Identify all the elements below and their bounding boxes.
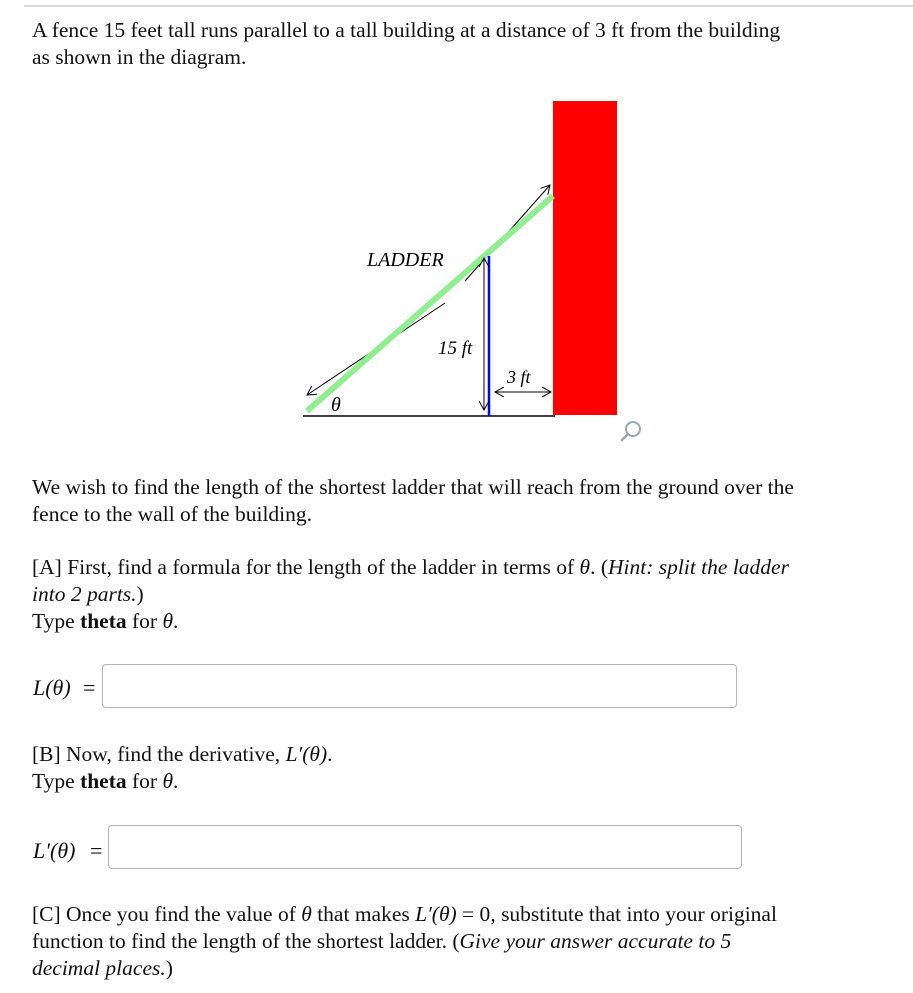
part-b-prefix: [B] Now, find the derivative, bbox=[32, 742, 286, 766]
part-c-mid: that makes bbox=[311, 902, 416, 926]
intro-line-2: as shown in the diagram. bbox=[32, 45, 247, 69]
input-a-label bbox=[33, 675, 96, 701]
ladder-diagram bbox=[295, 98, 665, 448]
part-b-type-mid: for bbox=[126, 769, 163, 793]
wish-line-1: We wish to find the length of the shortest ladder that will reach from the ground over the bbox=[32, 475, 794, 499]
part-a-type-prefix: Type bbox=[32, 609, 81, 633]
angle-label: θ bbox=[331, 394, 341, 416]
input-a-equals: = bbox=[83, 675, 96, 700]
part-a-instructions bbox=[32, 554, 892, 635]
part-c-eq-zero: = 0 bbox=[456, 902, 491, 926]
part-b-instructions bbox=[32, 741, 892, 795]
part-a-hint-rest-2: into 2 parts. bbox=[32, 582, 137, 606]
part-c-line-2-italic: Give your answer accurate to 5 bbox=[459, 929, 732, 953]
part-b-type-theta: θ bbox=[162, 769, 174, 793]
intro-line-1: A fence 15 feet tall runs parallel to a tall building at a distance of 3 ft from the building bbox=[32, 18, 781, 42]
answer-input-b[interactable] bbox=[108, 825, 742, 869]
part-c-theta: θ bbox=[301, 902, 312, 926]
zoom-icon[interactable] bbox=[622, 422, 640, 440]
part-b-type-prefix: Type bbox=[32, 769, 81, 793]
part-c-instructions bbox=[32, 901, 892, 982]
part-a-theta: θ bbox=[579, 555, 591, 579]
part-b-type-bold: theta bbox=[80, 769, 127, 793]
distance-label: 3 ft bbox=[507, 367, 531, 387]
part-a-close: ) bbox=[136, 582, 144, 606]
part-c-prefix: [C] Once you find the value of bbox=[32, 902, 302, 926]
problem-statement bbox=[32, 474, 892, 528]
answer-input-a[interactable] bbox=[102, 664, 737, 708]
building-wall bbox=[553, 101, 617, 415]
part-b-type-end: . bbox=[173, 769, 179, 793]
part-c-line-3-italic: decimal places. bbox=[32, 956, 166, 980]
part-a-type-theta: θ bbox=[162, 609, 174, 633]
part-c-line-2: function to find the length of the shortest ladder. ( bbox=[32, 929, 460, 953]
part-a-prefix: [A] First, find a formula for the length of the ladder in terms of bbox=[32, 555, 580, 579]
part-a-type-end: . bbox=[173, 609, 179, 633]
input-b-function: L′(θ) bbox=[33, 838, 76, 863]
input-b-label bbox=[33, 838, 103, 864]
part-a-period: . ( bbox=[590, 555, 608, 579]
wish-line-2: fence to the wall of the building. bbox=[32, 502, 313, 526]
top-divider bbox=[24, 5, 913, 7]
part-b-math: L′(θ) bbox=[285, 742, 328, 766]
fence-label: 15 ft bbox=[438, 338, 473, 359]
part-c-rest-1: , substitute that into your original bbox=[490, 902, 777, 926]
part-a-type-mid: for bbox=[126, 609, 163, 633]
part-b-end: . bbox=[327, 742, 333, 766]
intro-paragraph bbox=[32, 17, 892, 71]
part-a-hint: Hint: bbox=[608, 555, 654, 579]
input-a-function: L(θ) bbox=[33, 675, 71, 700]
part-a-type-bold: theta bbox=[80, 609, 127, 633]
part-a-hint-rest-1: split the ladder bbox=[653, 555, 789, 579]
input-b-equals: = bbox=[90, 838, 103, 863]
part-c-math: L′(θ) bbox=[415, 902, 457, 926]
part-c-line-3-close: ) bbox=[165, 956, 173, 980]
ladder-label: LADDER bbox=[367, 249, 444, 271]
